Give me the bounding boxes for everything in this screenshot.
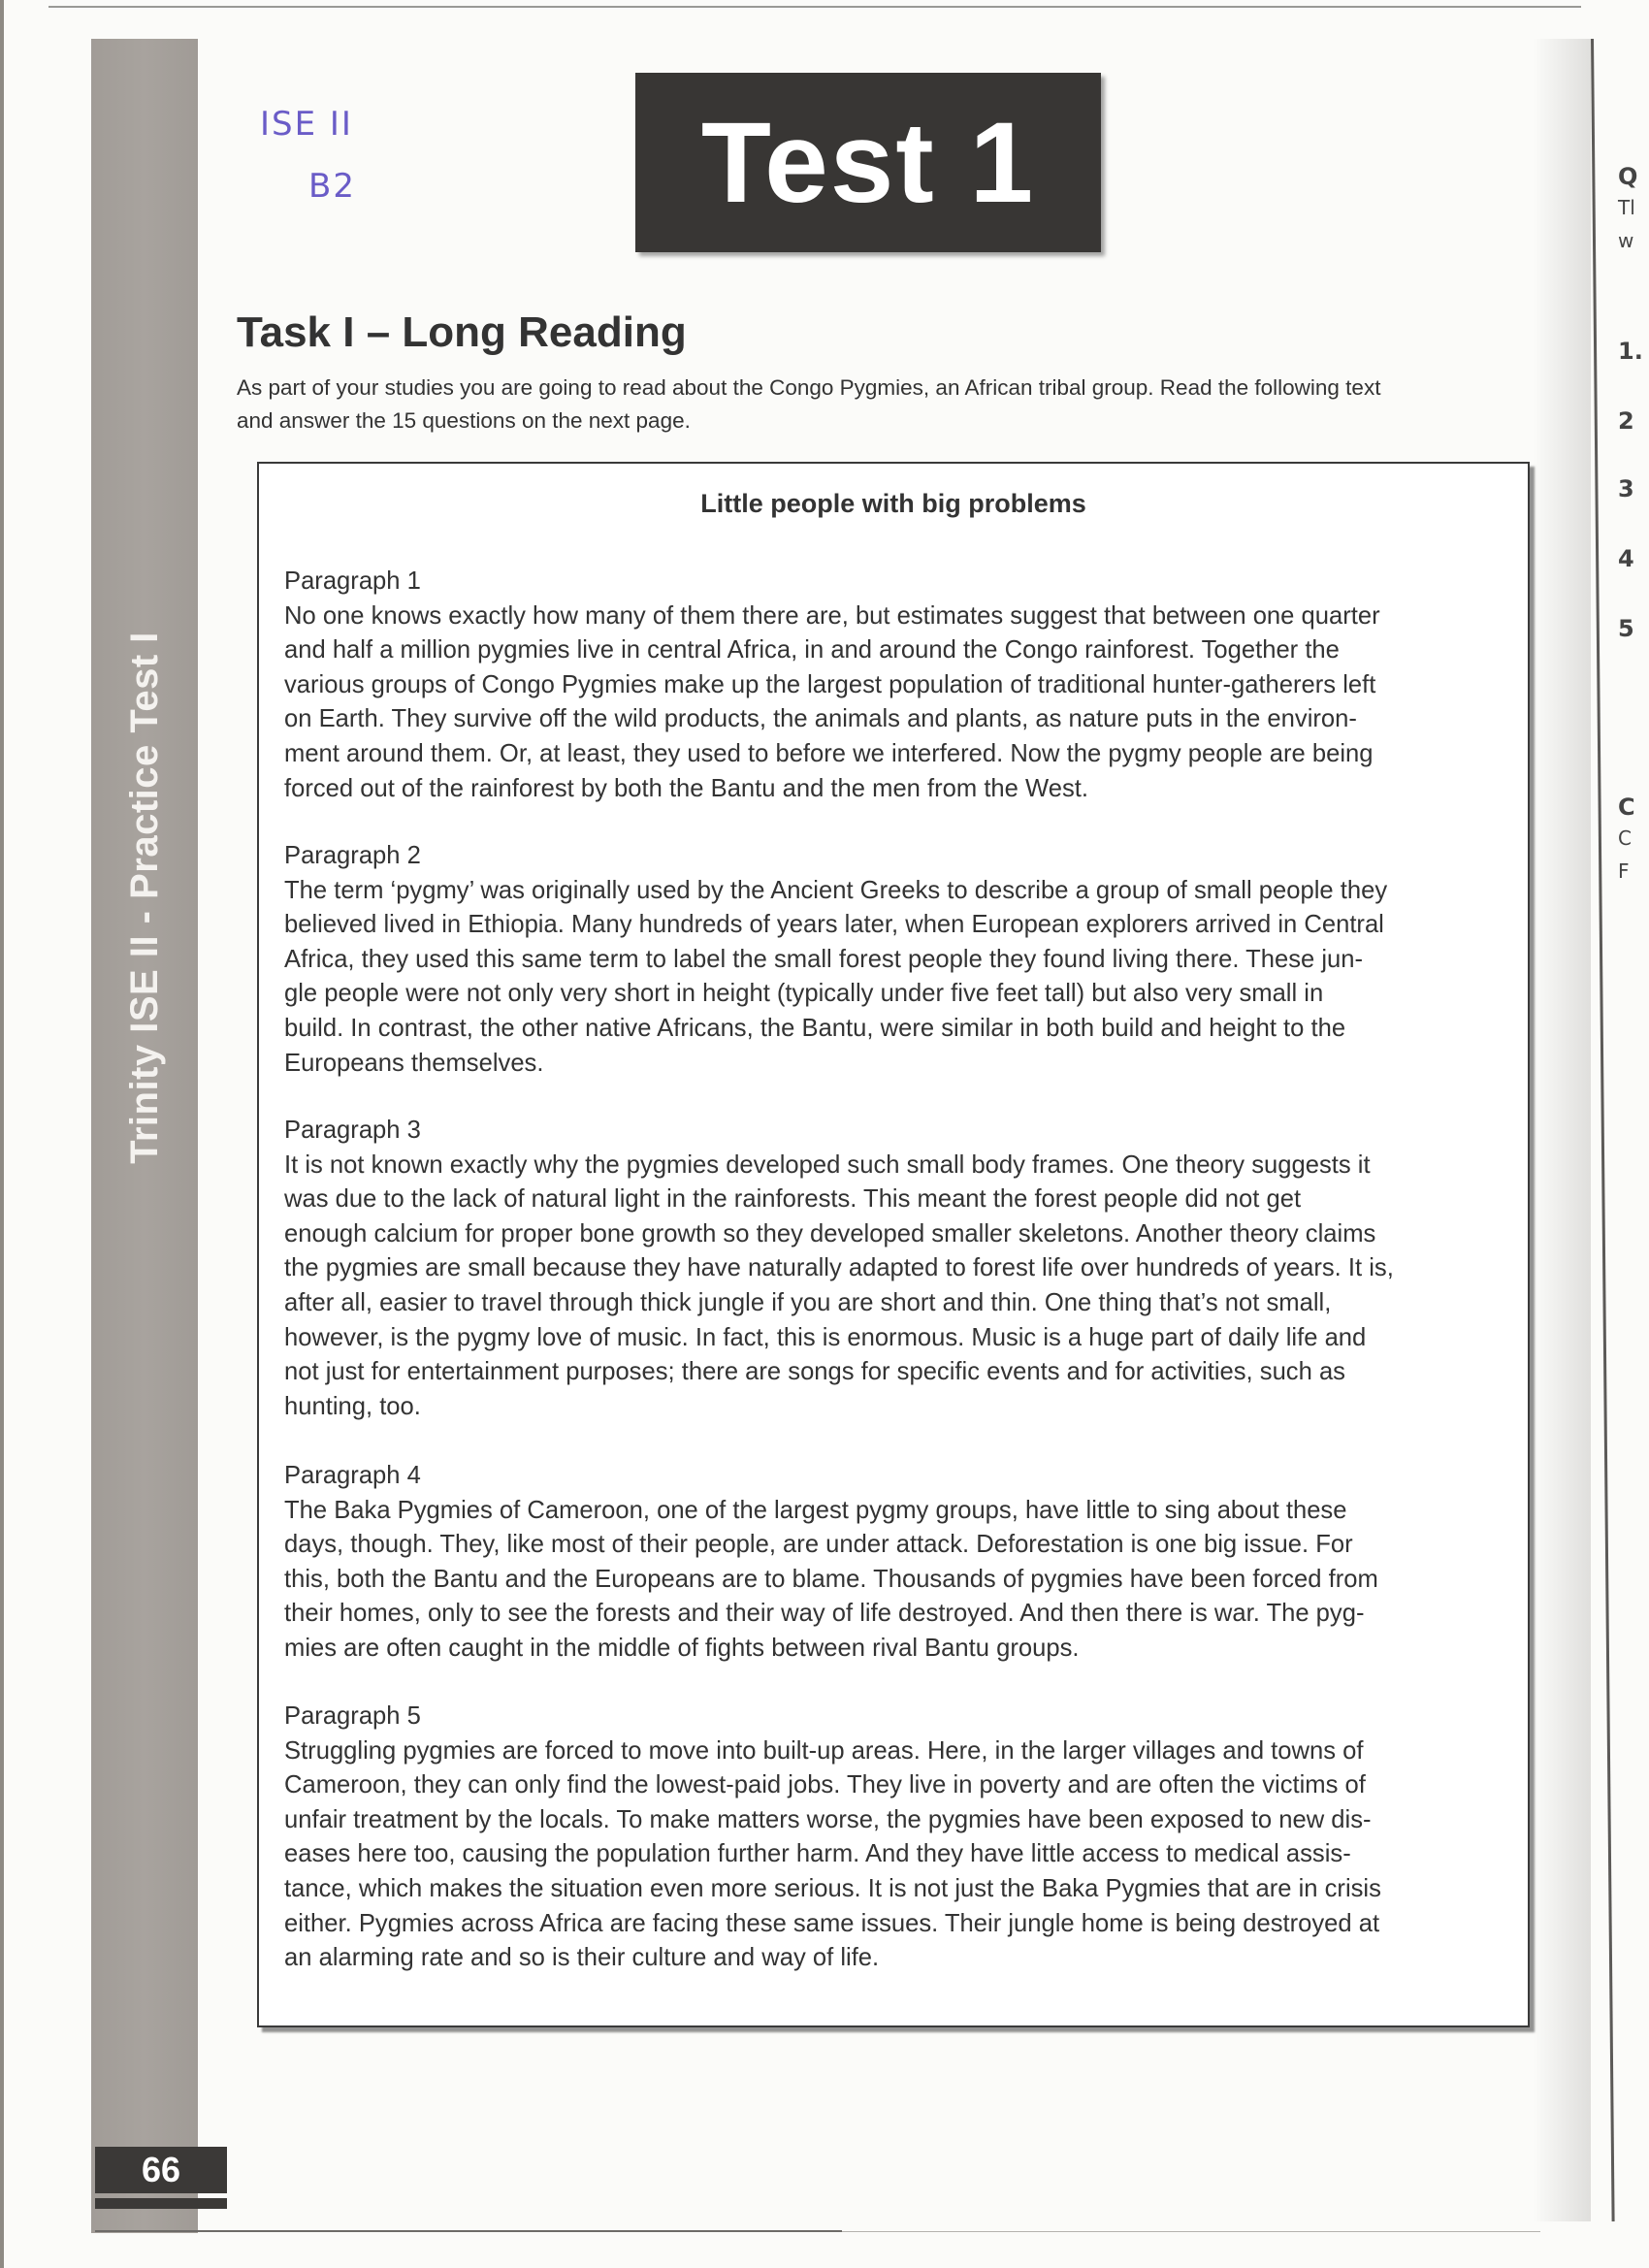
paragraph-line: Europeans themselves. [284, 1049, 544, 1077]
paragraph-label: Paragraph 4 [284, 1462, 421, 1489]
paragraph-line: however, is the pygmy love of music. In fact, this is enormous. Music is a huge part of daily life and [284, 1323, 1367, 1351]
paragraph-line: build. In contrast, the other native Africans, the Bantu, were similar in both build and height to the [284, 1014, 1346, 1042]
handwritten-note-level: ISE II [260, 105, 353, 144]
next-page-fragment: C [1618, 826, 1632, 850]
page-number-text: 66 [141, 2150, 181, 2189]
reading-title: Little people with big problems [700, 489, 1086, 518]
paragraph-1 [284, 565, 1508, 806]
paragraph-line: gle people were not only very short in height (typically under five feet tall) but also very small in [284, 980, 1324, 1008]
paragraph-line: It is not known exactly why the pygmies developed such small body frames. One theory suggests it [284, 1150, 1371, 1179]
page-number-stripe [95, 2198, 227, 2209]
paragraph-line: Africa, they used this same term to label the small forest people they found living there. These jun- [284, 945, 1364, 973]
paragraph-line: mies are often caught in the middle of fights between rival Bantu groups. [284, 1634, 1080, 1662]
paragraph-line: Cameroon, they can only find the lowest-paid jobs. They live in poverty and are often the victims of [284, 1771, 1366, 1799]
paragraph-label: Paragraph 3 [284, 1117, 421, 1144]
paragraph-line: ment around them. Or, at least, they used to before we interfered. Now the pygmy people are being [284, 739, 1374, 767]
paragraph-line: their homes, only to see the forests and their way of life destroyed. And then there is war. The pyg- [284, 1600, 1365, 1628]
scan-left-edge [0, 0, 4, 2268]
paragraph-2 [284, 839, 1508, 1081]
binding-gutter-line [1591, 39, 1615, 2221]
paragraph-line: eases here too, causing the population further harm. And they have little access to medical assis- [284, 1840, 1351, 1868]
test-title: Test 1 [700, 98, 1036, 227]
next-page-fragment: Tl [1618, 196, 1635, 219]
bottom-rule-faint [842, 2231, 1540, 2232]
reading-text-box [257, 462, 1530, 2027]
sidebar-label-container [91, 572, 198, 1222]
paragraph-line: days, though. They, like most of their people, are under attack. Deforestation is one big issue. For [284, 1531, 1353, 1559]
next-page-fragment: C [1618, 794, 1635, 821]
next-page-fragment: 4 [1618, 545, 1634, 572]
next-page-fragment: 2 [1618, 407, 1634, 435]
next-page-fragment: 5 [1618, 615, 1634, 642]
binding-shadow [1533, 39, 1591, 2221]
paragraph-line: The term ‘pygmy’ was originally used by the Ancient Greeks to describe a group of small people they [284, 876, 1388, 904]
next-page-fragment: 1. [1618, 338, 1643, 365]
paragraph-3 [284, 1114, 1508, 1424]
paragraph-line: was due to the lack of natural light in the rainforests. This meant the forest people did not get [284, 1185, 1302, 1214]
next-page-fragment: 3 [1618, 475, 1634, 502]
paragraph-line: various groups of Congo Pygmies make up the largest population of traditional hunter-gatherers left [284, 670, 1376, 698]
handwritten-note-grade: B2 [308, 167, 356, 206]
top-rule [48, 6, 1581, 8]
paragraph-line: believed lived in Ethiopia. Many hundreds of years later, when European explorers arrived in Central [284, 911, 1384, 939]
next-page-fragment: Q [1618, 163, 1638, 190]
bottom-rule [95, 2230, 842, 2232]
sidebar-label: Trinity ISE II - Practice Test I [122, 631, 166, 1164]
task-intro [237, 372, 1546, 437]
paragraph-line: hunting, too. [284, 1392, 421, 1420]
paragraph-line: Struggling pygmies are forced to move into built-up areas. Here, in the larger villages and towns of [284, 1736, 1364, 1765]
paragraph-label: Paragraph 5 [284, 1702, 421, 1730]
paragraph-line: The Baka Pygmies of Cameroon, one of the largest pygmy groups, have little to sing about these [284, 1496, 1347, 1524]
paragraph-line: tance, which makes the situation even more serious. It is not just the Baka Pygmies that are in crisis [284, 1874, 1381, 1902]
paragraph-line: enough calcium for proper bone growth so they developed smaller skeletons. Another theory claims [284, 1219, 1376, 1247]
paragraph-5 [284, 1700, 1508, 1976]
paragraph-line: either. Pygmies across Africa are facing these same issues. Their jungle home is being destroyed at [284, 1909, 1380, 1937]
paragraph-line: the pygmies are small because they have naturally adapted to forest life over hundreds of years. It is, [284, 1254, 1394, 1282]
next-page-fragment: w [1618, 229, 1634, 252]
paragraph-line: unfair treatment by the locals. To make matters worse, the pygmies have been exposed to new dis- [284, 1805, 1372, 1833]
paragraph-label: Paragraph 2 [284, 842, 421, 869]
test-title-banner [635, 73, 1101, 252]
task-intro-line: and answer the 15 questions on the next page. [237, 408, 691, 433]
paragraph-line: forced out of the rainforest by both the Bantu and the men from the West. [284, 774, 1088, 802]
task-title: Task I – Long Reading [237, 308, 687, 356]
paragraph-line: after all, easier to travel through thick jungle if you are short and thin. One thing that’s not small, [284, 1288, 1332, 1316]
task-intro-line: As part of your studies you are going to read about the Congo Pygmies, an African tribal group. Read the following text [237, 375, 1381, 400]
paragraph-line: No one knows exactly how many of them there are, but estimates suggest that between one quarter [284, 601, 1380, 630]
paragraph-line: on Earth. They survive off the wild products, the animals and plants, as nature puts in the environ- [284, 705, 1357, 733]
paragraph-line: an alarming rate and so is their culture and way of life. [284, 1944, 880, 1972]
next-page-edge [1614, 0, 1649, 2268]
paragraph-label: Paragraph 1 [284, 567, 421, 595]
paragraph-line: not just for entertainment purposes; there are songs for specific events and for activities, such as [284, 1358, 1345, 1386]
paragraph-4 [284, 1459, 1508, 1667]
next-page-fragment: F [1618, 859, 1630, 883]
paragraph-line: and half a million pygmies live in central Africa, in and around the Congo rainforest. Together the [284, 636, 1340, 664]
page-number [95, 2147, 227, 2193]
paragraph-line: this, both the Bantu and the Europeans are to blame. Thousands of pygmies have been forced from [284, 1565, 1378, 1593]
